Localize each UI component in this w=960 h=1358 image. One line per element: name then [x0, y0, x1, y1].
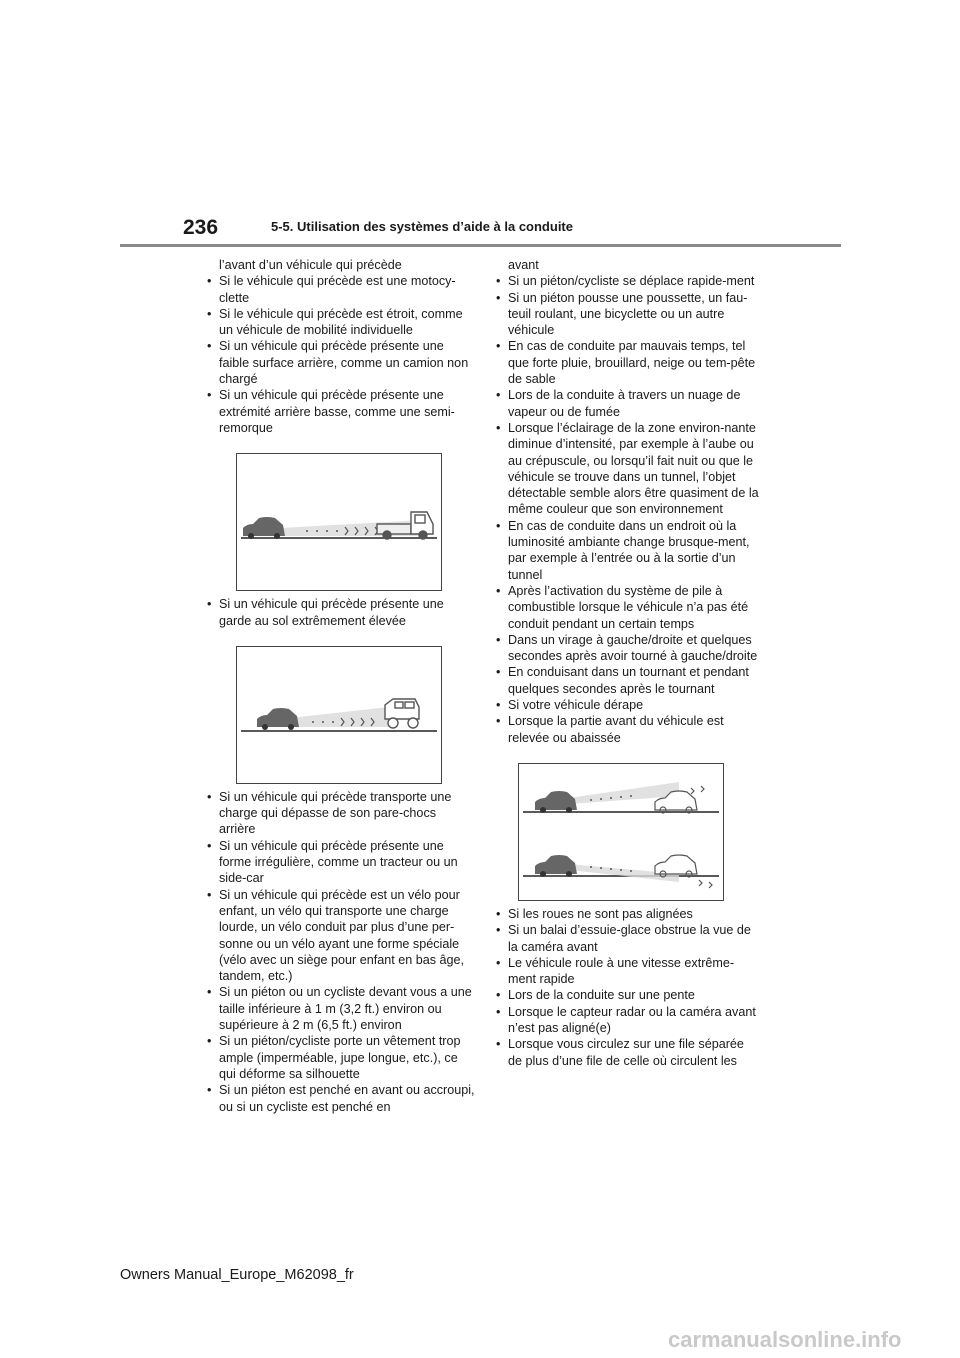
bullet-text: En cas de conduite par mauvais temps, tel que forte pluie, brouillard, neige ou tem-pête de sable: [508, 339, 756, 387]
bullet-glyph: •: [496, 518, 501, 533]
bullet-text: Le véhicule roule à une vitesse extrême-ment rapide: [508, 955, 735, 987]
truck-diagram: [237, 454, 441, 590]
watermark: carmanualsonline.info: [668, 1327, 902, 1352]
bullet-text: Lorsque la partie avant du véhicule est relevée ou abaissée: [508, 714, 724, 745]
bullet-glyph: •: [496, 1037, 501, 1052]
bullet-glyph: •: [207, 306, 212, 321]
suv-diagram: [237, 647, 441, 783]
bullet-text: Si un véhicule qui précède présente une garde au sol extrêmement élevée: [219, 597, 444, 628]
bullet-text: Si le véhicule qui précède est une motocy-clette: [219, 274, 456, 305]
bullet-text: Si un balai d’essuie-glace obstrue la vue de la caméra avant: [508, 923, 751, 954]
bullet-text: Si un véhicule qui précède est un vélo pour enfant, un vélo qui transporte une charge lourde, un vélo conduit par plus d’une per-sonne ou un vélo ayant une forme spéciale (vélo avec un siège pour enfant en bas âge, tandem, etc.): [219, 887, 465, 984]
bullet-text: Si un piéton/cycliste se déplace rapide-ment: [508, 274, 755, 289]
bullet-item: [492, 632, 760, 665]
bullet-item: [492, 922, 760, 955]
bullet-glyph: •: [496, 420, 501, 435]
bullet-item: [492, 955, 760, 988]
bullet-glyph: •: [496, 388, 501, 403]
bullet-item: [492, 273, 760, 289]
bullet-glyph: •: [207, 1034, 212, 1049]
bullet-item: [203, 789, 475, 838]
bullet-item: [492, 1036, 760, 1069]
bullet-item: [492, 1004, 760, 1037]
bullet-text: En conduisant dans un tournant et pendant quelques secondes après le tournant: [508, 665, 749, 696]
bullet-text: Lorsque l’éclairage de la zone environ-nante diminue d’intensité, par exemple à l’aube ou au crépuscule, ou lorsqu’il fait nuit ou que le véhicule se trouve dans un tunnel, l’objet détectable semble alors être quasiment de la même couleur que son environnement: [508, 420, 759, 517]
bullet-item: [203, 338, 475, 387]
bullet-text: Si un véhicule qui précède présente une extrémité arrière basse, comme une semi-remorque: [219, 388, 455, 435]
bullet-item: [203, 887, 475, 985]
bullet-text: Dans un virage à gauche/droite et quelques secondes après avoir tourné à gauche/droite: [508, 632, 758, 664]
bullet-item: [492, 583, 760, 632]
right-bullet-list-2: [492, 906, 760, 1069]
bullet-item: [203, 596, 475, 629]
bullet-text: Si votre véhicule dérape: [508, 698, 644, 713]
bullet-glyph: •: [207, 838, 212, 853]
bullet-text: Si un piéton ou un cycliste devant vous a une taille inférieure à 1 m (3,2 ft.) environ ou supérieure à 2 m (6,5 ft.) environ: [219, 985, 472, 1033]
bullet-glyph: •: [496, 714, 501, 729]
car-icon: [535, 855, 577, 877]
bullet-text: Si un piéton pousse une poussette, un fau-teuil roulant, une bicyclette ou un autre véhicule: [508, 290, 748, 338]
bullet-glyph: •: [207, 985, 212, 1000]
bullet-text: Lors de la conduite à travers un nuage de vapeur ou de fumée: [508, 388, 741, 419]
bullet-glyph: •: [496, 955, 501, 970]
bullet-item: [492, 290, 760, 339]
bullet-item: [203, 306, 475, 339]
bullet-glyph: •: [496, 923, 501, 938]
bullet-text: Lors de la conduite sur une pente: [508, 988, 695, 1003]
bullet-glyph: •: [496, 290, 501, 305]
bullet-text: Si les roues ne sont pas alignées: [508, 906, 693, 921]
bullet-glyph: •: [496, 632, 501, 647]
left-bullet-list-1: [203, 273, 475, 436]
attitude-diagram: [519, 764, 723, 900]
bullet-text: Si un piéton est penché en avant ou accroupi, ou si un cycliste est penché en: [219, 1083, 475, 1114]
bullet-item: [492, 387, 760, 420]
car-icon: [257, 708, 299, 730]
bullet-item: [203, 1082, 475, 1115]
car-icon: [243, 517, 285, 539]
bullet-item: [492, 697, 760, 713]
right-intro-text: avant: [508, 258, 539, 272]
bullet-item: [492, 420, 760, 518]
right-column: [492, 257, 760, 1069]
section-title: 5-5. Utilisation des systèmes d’aide à la conduite: [271, 219, 573, 234]
target-car-icon: [655, 855, 697, 877]
page-number: 236: [183, 216, 219, 239]
bullet-glyph: •: [496, 1004, 501, 1019]
right-bullet-list-1: [492, 273, 760, 746]
bullet-text: En cas de conduite dans un endroit où la luminosité ambiante change brusque-ment, par exemple à l’entrée ou à la sortie d’un tunnel: [508, 518, 750, 582]
bullet-item: [492, 906, 760, 922]
bullet-item: [203, 984, 475, 1033]
bullet-text: Si un véhicule qui précède présente une forme irrégulière, comme un tracteur ou un side-car: [219, 838, 458, 886]
left-bullet-list-2: [203, 596, 475, 629]
car-icon: [535, 791, 577, 813]
left-intro-text: l’avant d’un véhicule qui précède: [219, 258, 402, 272]
bullet-glyph: •: [207, 1083, 212, 1098]
bullet-glyph: •: [496, 665, 501, 680]
bullet-text: Après l’activation du système de pile à combustible lorsque le véhicule n’a pas été conduit pendant un certain temps: [508, 583, 749, 631]
footer-document-id: Owners Manual_Europe_M62098_fr: [120, 1267, 354, 1283]
bullet-glyph: •: [496, 698, 501, 713]
bullet-glyph: •: [207, 388, 212, 403]
header-rule: [120, 244, 841, 247]
bullet-glyph: •: [496, 339, 501, 354]
bullet-item: [203, 1033, 475, 1082]
figure-truck-low-rear: [236, 453, 442, 591]
figure-vehicle-attitude: [518, 763, 724, 901]
bullet-text: Si un piéton/cycliste porte un vêtement trop ample (imperméable, jupe longue, etc.), ce qui déforme sa silhouette: [219, 1034, 461, 1081]
bullet-glyph: •: [496, 988, 501, 1003]
left-bullet-list-3: [203, 789, 475, 1115]
bullet-item: [203, 273, 475, 306]
bullet-text: Lorsque le capteur radar ou la caméra avant n’est pas aligné(e): [508, 1004, 756, 1035]
bullet-text: Si le véhicule qui précède est étroit, comme un véhicule de mobilité individuelle: [219, 306, 463, 338]
figure-high-clearance-vehicle: [236, 646, 442, 784]
bullet-item: [492, 338, 760, 387]
left-column: [203, 257, 475, 1115]
bullet-glyph: •: [207, 789, 212, 804]
bullet-text: Lorsque vous circulez sur une file séparée de plus d’une file de celle où circulent les: [508, 1037, 744, 1068]
bullet-item: [492, 518, 760, 583]
bullet-item: [492, 664, 760, 697]
bullet-glyph: •: [207, 274, 212, 289]
bullet-glyph: •: [207, 887, 212, 902]
bullet-glyph: •: [496, 906, 501, 921]
bullet-glyph: •: [496, 583, 501, 598]
bullet-text: Si un véhicule qui précède transporte une charge qui dépasse de son pare-chocs arrière: [219, 789, 452, 837]
bullet-glyph: •: [207, 339, 212, 354]
bullet-item: [492, 987, 760, 1003]
bullet-item: [203, 387, 475, 436]
suv-icon: [385, 699, 419, 728]
bullet-glyph: •: [496, 274, 501, 289]
bullet-text: Si un véhicule qui précède présente une faible surface arrière, comme un camion non chargé: [219, 339, 469, 387]
bullet-item: [203, 838, 475, 887]
bullet-item: [492, 713, 760, 746]
bullet-glyph: •: [207, 597, 212, 612]
